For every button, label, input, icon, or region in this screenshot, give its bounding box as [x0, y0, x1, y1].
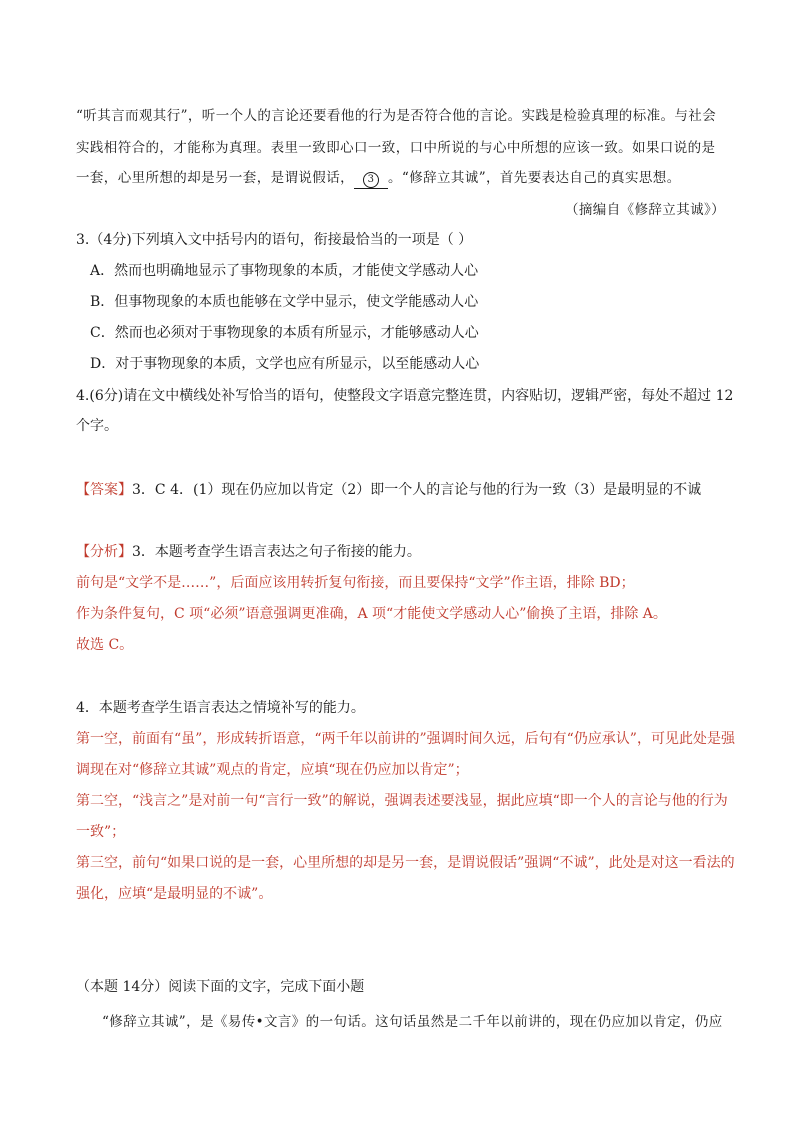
passage-line-3-start: 一套，心里所想的却是另一套，是谓说假话，: [76, 170, 354, 186]
analysis-q3-title: [76, 541, 421, 561]
analysis-q4-line-5: 一致”；: [76, 824, 126, 840]
q4-stem-line-2: 个字。: [76, 418, 118, 434]
analysis-q4-title: 4．本题考查学生语言表达之情境补写的能力。: [76, 700, 365, 716]
q4-stem-line-1: 4.(6分)请在文中横线处补写恰当的语句，使整段文字语意完整连贯，内容贴切，逻辑严密，每处不超过 12: [76, 388, 734, 404]
answer-text: 3．C 4．(1）现在仍应加以肯定（2）即一个人的言论与他的行为一致（3）是最明显的不诚: [132, 482, 702, 498]
q3-option-c: C．然而也必须对于事物现象的本质有所显示，才能够感动人心: [90, 325, 479, 341]
passage-line-3-end: 。“修辞立其诚”，首先要表达自己的真实思想。: [388, 170, 681, 186]
answer-line: [76, 479, 701, 499]
analysis-q3-line-4: 故选 C。: [76, 637, 134, 653]
q3-stem: 3.（4分)下列填入文中括号内的语句，衔接最恰当的一项是（ ）: [76, 232, 473, 248]
analysis-q4-line-7: 强化，应填“是最明显的不诚”。: [76, 886, 273, 902]
answer-label: 【答案】: [76, 482, 132, 498]
passage-line-3: [76, 166, 681, 189]
blank-3: [354, 170, 388, 189]
passage-line-1: “听其言而观其行”，听一个人的言论还要看他的行为是否符合他的言论。实践是检验真理的标准。与社会: [76, 108, 717, 124]
q3-option-a: A．然而也明确地显示了事物现象的本质，才能使文学感动人心: [90, 263, 479, 279]
passage-line-2: 实践相符合的，才能称为真理。表里一致即心口一致，口中所说的与心中所想的应该一致。如果口说的是: [76, 140, 716, 156]
section-passage-line-1: “修辞立其诚”，是《易传•文言》的一句话。这句话虽然是二千年以前讲的，现在仍应加以肯定，仍应: [102, 1014, 723, 1030]
analysis-q3-line-3: 作为条件复句，C 项“必须”语意强调更准确，A 项“才能使文学感动人心”偷换了主语，排除 A。: [76, 606, 667, 622]
section-heading: （本题 14分）阅读下面的文字，完成下面小题: [76, 979, 365, 995]
q3-option-d: D．对于事物现象的本质，文学也应有所显示，以至能感动人心: [90, 356, 480, 372]
passage-source: （摘编自《修辞立其诚》）: [565, 202, 726, 218]
analysis-q4-line-2: 第一空，前面有“虽”，形成转折语意，“两千年以前讲的”强调时间久远，后句有“仍应承认”，可见此处是强: [76, 731, 735, 747]
analysis-q4-line-3: 调现在对“修辞立其诚”观点的肯定，应填“现在仍应加以肯定”；: [76, 762, 469, 778]
blank-number: 3: [363, 172, 379, 188]
analysis-q4-line-6: 第三空，前句“如果口说的是一套，心里所想的却是另一套，是谓说假话”强调“不诚”，此处是对这一看法的: [76, 855, 735, 871]
analysis-q3-line-2: 前句是“文学不是……”，后面应该用转折复句衔接，而且要保持“文学”作主语，排除 BD；: [76, 575, 635, 591]
analysis-q4-line-4: 第二空，“浅言之”是对前一句“言行一致”的解说，强调表述要浅显，据此应填“即一个人的言论与他的行为: [76, 793, 728, 809]
analysis-label: 【分析】: [76, 544, 132, 560]
analysis-q3-line-1: 3．本题考查学生语言表达之句子衔接的能力。: [132, 544, 421, 560]
q3-option-b: B．但事物现象的本质也能够在文学中显示，使文学能感动人心: [90, 294, 479, 310]
